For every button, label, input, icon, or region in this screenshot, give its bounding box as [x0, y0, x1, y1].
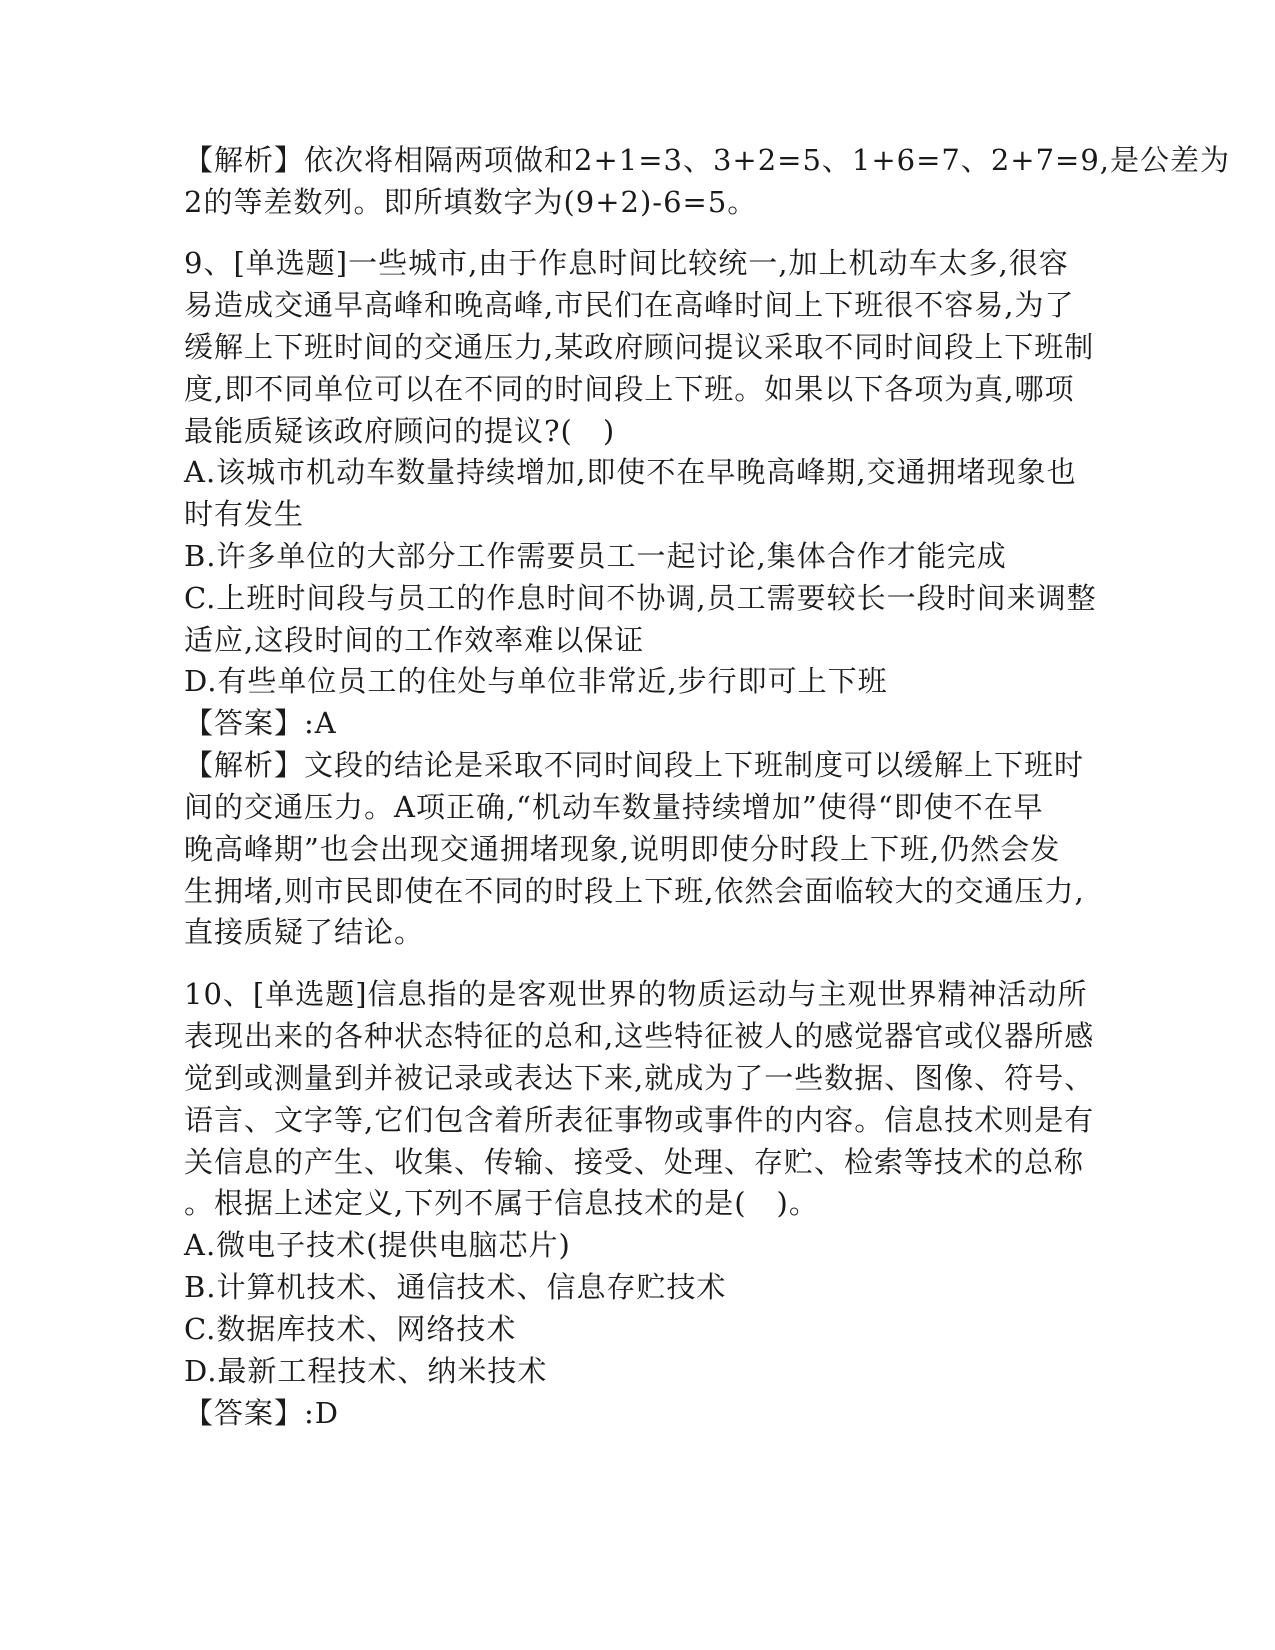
prev-explanation-line-2: 2的等差数列。即所填数字为(9+2)-6=5。 [184, 185, 758, 219]
q9-option-d: D.有些单位员工的住处与单位非常近,步行即可上下班 [184, 664, 888, 698]
q10-stem-line-6: 。根据上述定义,下列不属于信息技术的是( )。 [184, 1186, 819, 1220]
q10-option-b: B.计算机技术、通信技术、信息存贮技术 [184, 1270, 727, 1304]
q9-option-b: B.许多单位的大部分工作需要员工一起讨论,集体合作才能完成 [184, 539, 1007, 573]
q9-option-a-line-2: 时有发生 [184, 497, 305, 531]
q10-stem-line-4: 语言、文字等,它们包含着所表征事物或事件的内容。信息技术则是有 [184, 1103, 1095, 1137]
q10-option-d: D.最新工程技术、纳米技术 [184, 1354, 548, 1388]
q9-option-c-line-2: 适应,这段时间的工作效率难以保证 [184, 623, 645, 657]
q10-stem-line-1: 10、[单选题]信息指的是客观世界的物质运动与主观世界精神活动所 [184, 977, 1088, 1011]
q10-stem-line-2: 表现出来的各种状态特征的总和,这些特征被人的感觉器官或仪器所感 [184, 1019, 1095, 1053]
q9-stem-line-5: 最能质疑该政府顾问的提议?( ) [184, 414, 616, 448]
q9-stem-line-2: 易造成交通早高峰和晚高峰,市民们在高峰时间上下班很不容易,为了 [184, 288, 1075, 322]
q9-explanation-line-1: 【解析】文段的结论是采取不同时间段上下班制度可以缓解上下班时 [184, 748, 1085, 782]
q10-stem-line-5: 关信息的产生、收集、传输、接受、处理、存贮、检索等技术的总称 [184, 1145, 1085, 1179]
q9-option-a-line-1: A.该城市机动车数量持续增加,即使不在早晚高峰期,交通拥堵现象也 [184, 455, 1077, 489]
q9-stem-line-1: 9、[单选题]一些城市,由于作息时间比较统一,加上机动车太多,很容 [184, 246, 1069, 280]
q9-explanation-line-5: 直接质疑了结论。 [184, 915, 425, 949]
q9-option-c-line-1: C.上班时间段与员工的作息时间不协调,员工需要较长一段时间来调整 [184, 581, 1097, 615]
q9-explanation-line-2: 间的交通压力。A项正确,“机动车数量持续增加”使得“即使不在早 [184, 790, 1044, 824]
q9-answer: 【答案】:A [184, 706, 337, 740]
q9-explanation-line-3: 晚高峰期”也会出现交通拥堵现象,说明即使分时段上下班,仍然会发 [184, 832, 1061, 866]
q10-option-a: A.微电子技术(提供电脑芯片) [184, 1228, 571, 1262]
q10-stem-line-3: 觉到或测量到并被记录或表达下来,就成为了一些数据、图像、符号、 [184, 1061, 1095, 1095]
q10-answer: 【答案】:D [184, 1396, 340, 1430]
q9-stem-line-3: 缓解上下班时间的交通压力,某政府顾问提议采取不同时间段上下班制 [184, 330, 1095, 364]
prev-explanation-line-1: 【解析】依次将相隔两项做和2+1=3、3+2=5、1+6=7、2+7=9,是公差为 [184, 143, 1231, 177]
q9-stem-line-4: 度,即不同单位可以在不同的时间段上下班。如果以下各项为真,哪项 [184, 372, 1075, 406]
q9-explanation-line-4: 生拥堵,则市民即使在不同的时段上下班,依然会面临较大的交通压力, [184, 874, 1085, 908]
q10-option-c: C.数据库技术、网络技术 [184, 1312, 517, 1346]
